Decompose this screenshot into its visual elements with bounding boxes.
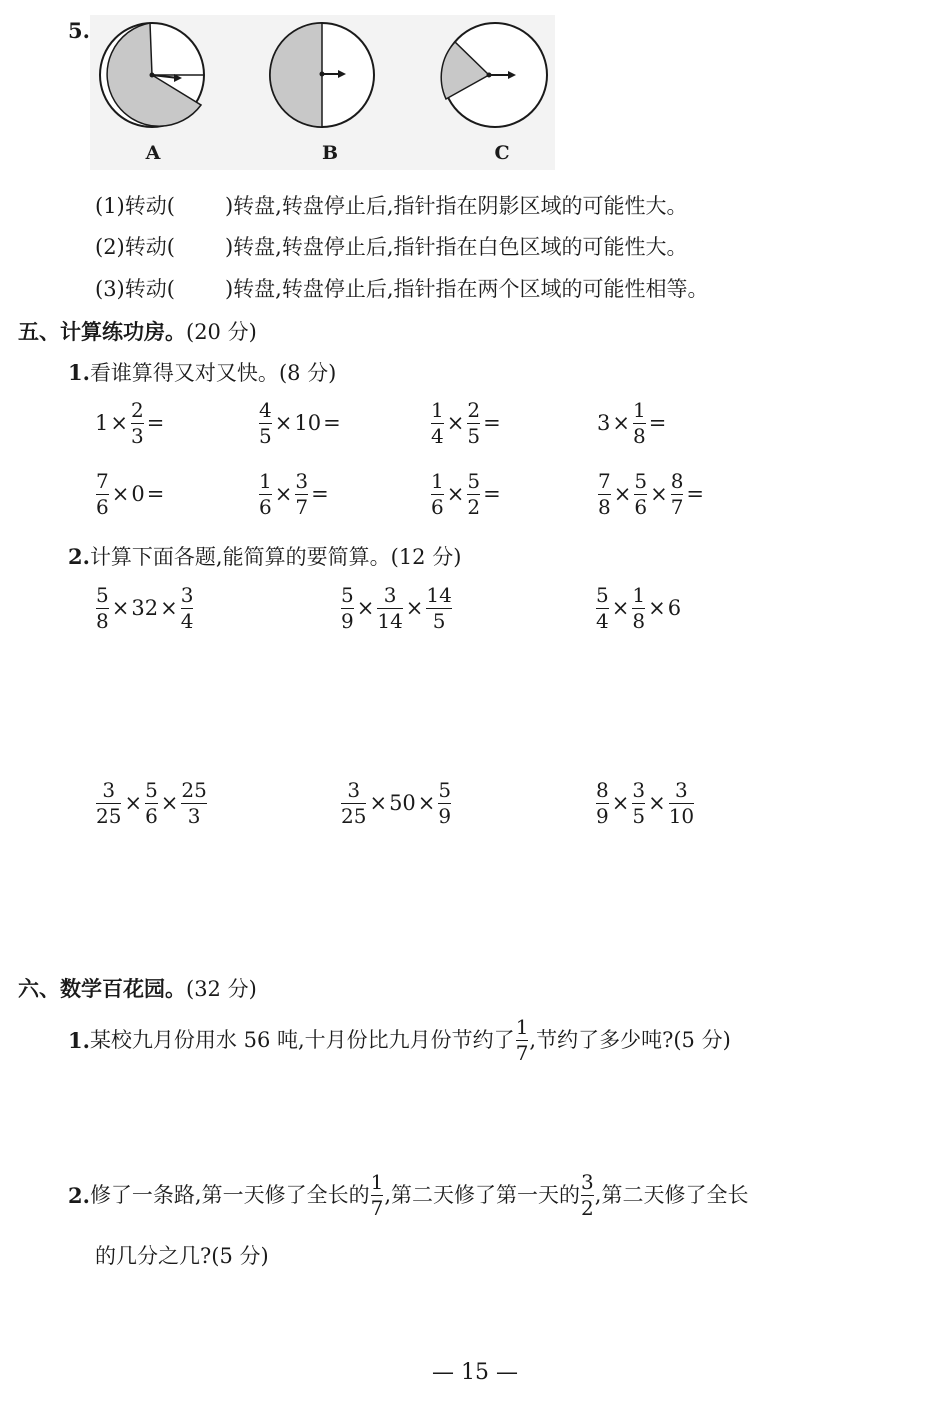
- fraction: $\frac{3}{4}$: [180, 583, 194, 634]
- fraction: $\frac{5}{8}$: [96, 583, 109, 634]
- expr: [430, 471, 503, 518]
- times-sign: ×: [111, 482, 130, 507]
- spinner-c-label: C: [494, 142, 510, 164]
- spinner-a-label: A: [145, 142, 161, 164]
- equals-sign: =: [483, 482, 501, 507]
- q5-blank-1: [95, 190, 688, 220]
- s5-part1-text: 看谁算得又对又快。: [89, 361, 279, 385]
- fraction: $\frac{25}{3}$: [181, 778, 207, 829]
- equals-sign: =: [146, 482, 165, 507]
- fraction: $\frac{8}{7}$: [670, 469, 684, 520]
- times-sign: ×: [160, 596, 178, 621]
- fraction: $\frac{5}{2}$: [467, 469, 481, 520]
- expr: [95, 471, 166, 518]
- expr: [597, 400, 668, 447]
- s6-p1-text-after: ,节约了多少吨?(5 分): [529, 1028, 731, 1053]
- fraction: $\frac{14}{5}$: [426, 583, 452, 634]
- fraction: $\frac{1}{6}$: [431, 469, 444, 520]
- expr: [258, 471, 331, 518]
- equals-sign: =: [686, 482, 705, 507]
- fraction: $\frac{3}{14}$: [377, 583, 403, 634]
- number: 1: [95, 411, 109, 436]
- fraction: $\frac{7}{6}$: [96, 469, 109, 520]
- s6-p2-number: 2.: [68, 1183, 90, 1209]
- fraction: $\frac{1}{7}$: [370, 1170, 384, 1221]
- times-sign: ×: [650, 482, 668, 507]
- fraction: $\frac{5}{4}$: [596, 583, 609, 634]
- times-sign: ×: [356, 596, 375, 621]
- s6-p2-text-1: 修了一条路,第一天修了全长的: [89, 1183, 370, 1208]
- expr: [597, 471, 706, 518]
- q5-blank-1-suffix: )转盘,转盘停止后,指针指在阴影区域的可能性大。: [224, 194, 688, 218]
- fraction: $\frac{5}{9}$: [438, 778, 452, 829]
- spinner-c: [441, 23, 547, 127]
- expr: [340, 585, 453, 632]
- fraction: $\frac{5}{9}$: [341, 583, 354, 634]
- expr: [595, 780, 695, 827]
- times-sign: ×: [446, 482, 465, 507]
- s5-part2-text: 计算下面各题,能简算的要简算。: [89, 545, 391, 569]
- section-6-heading: [18, 973, 257, 1003]
- s5-part1-heading: [68, 357, 336, 387]
- times-sign: ×: [648, 596, 666, 621]
- fraction: $\frac{5}{6}$: [634, 469, 648, 520]
- times-sign: ×: [611, 791, 630, 816]
- fraction: $\frac{8}{9}$: [596, 778, 609, 829]
- expr: [595, 585, 681, 632]
- fraction: $\frac{1}{6}$: [259, 469, 272, 520]
- s5-part2-heading: [68, 541, 461, 571]
- s5-part2-score: (12 分): [390, 545, 462, 569]
- section-5-title: 五、计算练功房。: [18, 319, 186, 344]
- times-sign: ×: [274, 411, 293, 436]
- s5-part2-number: 2.: [68, 544, 90, 569]
- q5-blank-2-prefix: (2)转动(: [95, 235, 175, 259]
- expr: [95, 780, 208, 827]
- number: 10: [294, 411, 322, 436]
- fraction: $\frac{3}{5}$: [632, 778, 646, 829]
- number: 50: [389, 791, 416, 816]
- q5-blank-1-prefix: (1)转动(: [95, 194, 175, 218]
- s6-problem-2: [68, 1172, 748, 1219]
- section-5-score: (20 分): [186, 320, 257, 344]
- q5-blank-2: [95, 231, 688, 261]
- times-sign: ×: [405, 596, 424, 621]
- fraction: $\frac{3}{25}$: [96, 778, 122, 829]
- times-sign: ×: [446, 411, 465, 436]
- q5-blank-3: [95, 273, 709, 303]
- s6-p1-number: 1.: [68, 1028, 90, 1054]
- times-sign: ×: [417, 791, 436, 816]
- expr: [95, 585, 194, 632]
- s6-p2-text-3: ,第二天修了全长: [594, 1183, 749, 1208]
- number: 32: [131, 596, 159, 621]
- number: 6: [667, 596, 682, 621]
- expr: [340, 780, 452, 827]
- times-sign: ×: [110, 411, 128, 436]
- times-sign: ×: [613, 482, 632, 507]
- equals-sign: =: [323, 411, 341, 436]
- times-sign: ×: [124, 791, 143, 816]
- s5-part1-score: (8 分): [278, 361, 337, 385]
- s6-p2-text-2: ,第二天修了第一天的: [384, 1183, 581, 1208]
- q5-blank-3-suffix: )转盘,转盘停止后,指针指在两个区域的可能性相等。: [224, 277, 709, 301]
- fraction: $\frac{3}{25}$: [341, 778, 367, 829]
- fraction: $\frac{2}{5}$: [467, 398, 481, 449]
- fraction: $\frac{1}{7}$: [515, 1015, 529, 1066]
- s6-problem-1: [68, 1017, 731, 1064]
- s5-part1-number: 1.: [68, 360, 90, 385]
- number: 0: [131, 482, 145, 507]
- times-sign: ×: [612, 411, 630, 436]
- equals-sign: =: [146, 411, 165, 436]
- expr: [258, 400, 343, 447]
- times-sign: ×: [274, 482, 293, 507]
- times-sign: ×: [369, 791, 388, 816]
- s6-p2-line-2: 的几分之几?(5 分): [95, 1244, 269, 1268]
- q5-blank-2-suffix: )转盘,转盘停止后,指针指在白色区域的可能性大。: [224, 235, 688, 259]
- times-sign: ×: [648, 791, 666, 816]
- number: 3: [597, 411, 611, 436]
- fraction: $\frac{2}{3}$: [130, 398, 144, 449]
- times-sign: ×: [611, 596, 630, 621]
- section-6-title: 六、数学百花园。: [18, 976, 186, 1001]
- expr: [95, 400, 166, 447]
- spinner-b-label: B: [321, 142, 339, 164]
- fraction: $\frac{5}{6}$: [145, 778, 158, 829]
- q5-blank-3-prefix: (3)转动(: [95, 277, 175, 301]
- equals-sign: =: [311, 482, 329, 507]
- expr: [430, 400, 503, 447]
- section-5-heading: [18, 316, 257, 346]
- equals-sign: =: [648, 411, 667, 436]
- equals-sign: =: [483, 411, 501, 436]
- fraction: $\frac{4}{5}$: [259, 398, 272, 449]
- times-sign: ×: [160, 791, 179, 816]
- fraction: $\frac{3}{10}$: [668, 778, 695, 829]
- page-number: — 15 —: [432, 1360, 518, 1385]
- fraction: $\frac{3}{2}$: [581, 1170, 594, 1221]
- fraction: $\frac{1}{4}$: [431, 398, 444, 449]
- times-sign: ×: [111, 596, 130, 621]
- s6-p1-text-before: 某校九月份用水 56 吨,十月份比九月份节约了: [89, 1028, 515, 1053]
- spinner-b: [270, 23, 374, 127]
- spinner-a: [100, 23, 204, 127]
- q5-number: 5.: [68, 18, 90, 43]
- fraction: $\frac{1}{8}$: [632, 398, 646, 449]
- section-6-score: (32 分): [186, 977, 257, 1001]
- fraction: $\frac{1}{8}$: [632, 583, 646, 634]
- fraction: $\frac{3}{7}$: [295, 469, 309, 520]
- fraction: $\frac{7}{8}$: [598, 469, 611, 520]
